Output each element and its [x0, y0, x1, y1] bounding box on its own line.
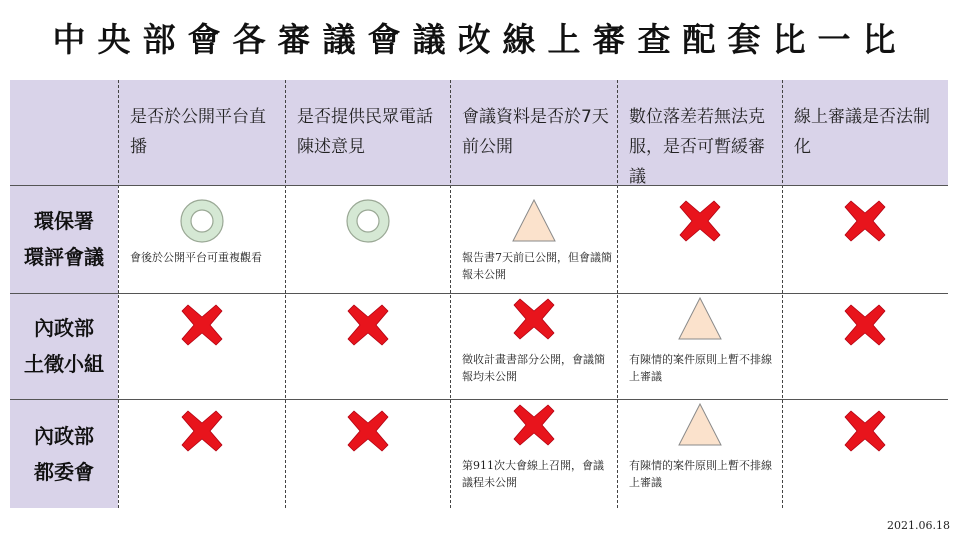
- cell-note: 報告書7天前已公開，但會議簡報未公開: [462, 251, 612, 281]
- cross-mark-icon: [842, 302, 888, 348]
- column-divider: [285, 80, 286, 508]
- column-header-1: [118, 80, 285, 185]
- row-header-line2: 環評會議: [24, 245, 104, 269]
- table-cell: [617, 399, 782, 508]
- date-label: 2021.06.18: [887, 519, 950, 532]
- triangle-mark-icon: [677, 296, 723, 342]
- column-header-4: [617, 80, 782, 185]
- row-header-line1: 內政部: [34, 316, 94, 340]
- page-title: 中央部會各審議會議改線上審查配套比一比: [52, 20, 908, 59]
- row-header-line2: 土徵小組: [24, 352, 104, 376]
- column-divider: [450, 80, 451, 508]
- cell-note: 有陳情的案件原則上暫不排線上審議: [629, 353, 772, 383]
- column-divider: [782, 80, 783, 508]
- row-header-line2: 都委會: [34, 459, 94, 484]
- table-cell: [450, 185, 617, 293]
- cross-mark-icon: [842, 198, 888, 244]
- table-cell: [118, 185, 285, 293]
- column-header-label: 是否於公開平台直播: [130, 107, 266, 157]
- row-header-2: [10, 293, 118, 399]
- column-header-2: [285, 80, 450, 185]
- table-cell: [617, 185, 782, 293]
- cross-mark-icon: [511, 296, 557, 342]
- table-cell: [782, 399, 948, 508]
- row-header-line1: 內政部: [34, 423, 94, 448]
- circle-mark-icon: [179, 198, 225, 244]
- table-cell: [285, 293, 450, 399]
- triangle-mark-icon: [677, 402, 723, 448]
- comparison-table: [10, 80, 948, 508]
- cross-mark-icon: [345, 302, 391, 348]
- header-corner-cell: [10, 80, 118, 185]
- triangle-mark-icon: [511, 198, 557, 244]
- table-cell: [450, 293, 617, 399]
- column-header-label: 線上審議是否法制化: [794, 107, 930, 157]
- cross-mark-icon: [842, 408, 888, 454]
- column-divider: [617, 80, 618, 508]
- cell-note: 徵收計畫書部分公開，會議簡報均未公開: [462, 353, 605, 383]
- row-header-3: [10, 399, 118, 508]
- cell-note: 有陳情的案件原則上暫不排線上審議: [629, 459, 772, 489]
- cross-mark-icon: [511, 402, 557, 448]
- table-cell: [118, 399, 285, 508]
- column-header-5: [782, 80, 948, 185]
- column-header-3: [450, 80, 617, 185]
- column-header-label: 是否提供民眾電話陳述意見: [297, 107, 433, 157]
- cross-mark-icon: [179, 302, 225, 348]
- circle-mark-icon: [345, 198, 391, 244]
- cross-mark-icon: [345, 408, 391, 454]
- row-header-line1: 環保署: [34, 209, 94, 233]
- table-cell: [617, 293, 782, 399]
- cross-mark-icon: [677, 198, 723, 244]
- cell-note: 第911次大會線上召開，會議議程未公開: [462, 459, 604, 489]
- row-divider: [10, 399, 948, 400]
- table-cell: [285, 399, 450, 508]
- row-divider: [10, 293, 948, 294]
- cell-note: 會後於公開平台可重複觀看: [130, 251, 262, 264]
- column-header-label: 數位落差若無法克服，是否可暫緩審議: [629, 107, 765, 187]
- row-header-1: [10, 185, 118, 293]
- column-header-label: 會議資料是否於7天前公開: [462, 107, 609, 157]
- table-cell: [285, 185, 450, 293]
- table-cell: [118, 293, 285, 399]
- table-cell: [450, 399, 617, 508]
- table-cell: [782, 293, 948, 399]
- row-divider: [10, 185, 948, 186]
- cross-mark-icon: [179, 408, 225, 454]
- column-divider: [118, 80, 119, 508]
- table-cell: [782, 185, 948, 293]
